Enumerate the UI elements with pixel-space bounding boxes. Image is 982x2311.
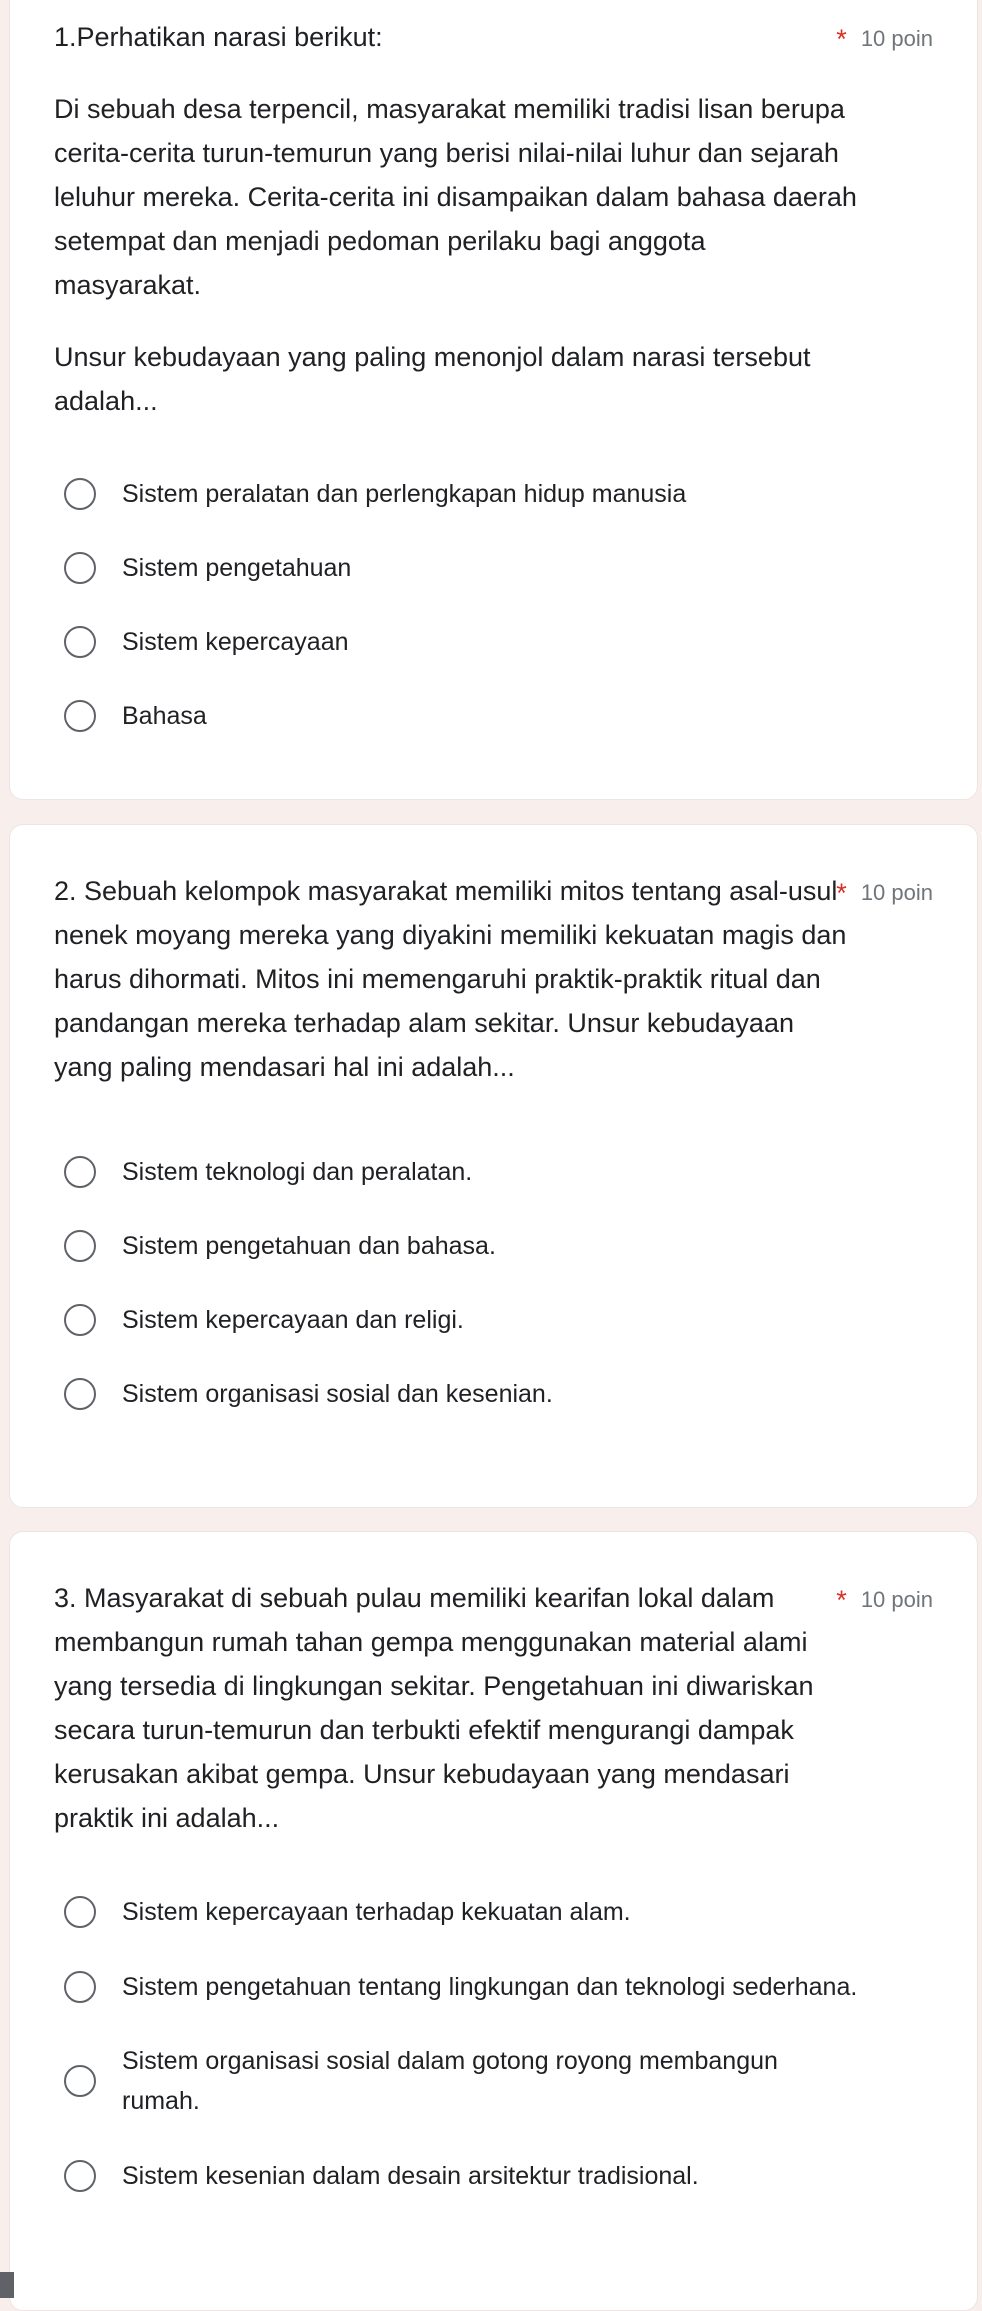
answer-option[interactable] xyxy=(10,1135,977,1209)
option-label: Sistem kepercayaan xyxy=(122,628,349,656)
question-paragraph: Unsur kebudayaan yang paling menonjol dalam narasi tersebut adalah... xyxy=(54,342,811,416)
option-label: Sistem kepercayaan terhadap kekuatan alam. xyxy=(122,1897,631,1926)
answer-option[interactable] xyxy=(10,605,977,679)
answer-options xyxy=(10,457,977,753)
question-meta xyxy=(836,871,933,915)
required-asterisk: * xyxy=(836,24,847,54)
required-asterisk: * xyxy=(836,1585,847,1615)
option-label: Sistem organisasi sosial dan kesenian. xyxy=(122,1380,553,1408)
option-label: Sistem kesenian dalam desain arsitektur tradisional. xyxy=(122,2161,699,2190)
question-header xyxy=(10,869,977,1089)
radio-button[interactable] xyxy=(64,626,96,658)
answer-option[interactable] xyxy=(10,1949,977,2024)
radio-button[interactable] xyxy=(64,1896,96,1928)
answer-option[interactable] xyxy=(10,1283,977,1357)
question-meta xyxy=(836,17,933,61)
option-label: Sistem pengetahuan dan bahasa. xyxy=(122,1232,496,1260)
answer-option[interactable] xyxy=(10,1357,977,1431)
question-paragraph: Di sebuah desa terpencil, masyarakat memiliki tradisi lisan berupa cerita-cerita turun-temurun yang berisi nilai-nilai luhur dan sejarah leluhur mereka. Cerita-cerita ini disampaikan dalam bahasa daerah setempat dan menjadi pedoman perilaku bagi anggota masyarakat. xyxy=(54,94,857,300)
radio-button[interactable] xyxy=(64,1304,96,1336)
scroll-edge-marker xyxy=(0,2272,14,2298)
option-label: Sistem pengetahuan xyxy=(122,554,352,582)
answer-option[interactable] xyxy=(10,2138,977,2213)
option-label: Sistem organisasi sosial dalam gotong royong membangun rumah. xyxy=(122,2047,778,2115)
option-label: Bahasa xyxy=(122,702,207,730)
radio-button[interactable] xyxy=(64,2065,96,2097)
answer-options xyxy=(10,1874,977,2213)
question-header xyxy=(10,15,977,59)
points-label: 10 poin xyxy=(860,26,933,51)
radio-button[interactable] xyxy=(64,1378,96,1410)
question-title: 2. Sebuah kelompok masyarakat memiliki mitos tentang asal-usul nenek moyang mereka yang diyakini memiliki kekuatan magis dan harus dihormati. Mitos ini memengaruhi praktik-praktik ritual dan pandangan mereka terhadap alam sekitar. Unsur kebudayaan yang paling mendasari hal ini adalah... xyxy=(54,876,847,1082)
radio-button[interactable] xyxy=(64,478,96,510)
question-title: 1.Perhatikan narasi berikut: xyxy=(54,22,383,52)
answer-option[interactable] xyxy=(10,457,977,531)
radio-button[interactable] xyxy=(64,1230,96,1262)
radio-button[interactable] xyxy=(64,1971,96,2003)
answer-option[interactable] xyxy=(10,2024,977,2138)
question-card-3 xyxy=(9,1531,978,2311)
answer-option[interactable] xyxy=(10,1874,977,1949)
question-card-2 xyxy=(9,824,978,1508)
question-meta xyxy=(836,1578,933,1622)
option-label: Sistem peralatan dan perlengkapan hidup manusia xyxy=(122,480,687,508)
radio-button[interactable] xyxy=(64,700,96,732)
question-card-1 xyxy=(9,0,978,800)
answer-option[interactable] xyxy=(10,1209,977,1283)
required-asterisk: * xyxy=(836,878,847,908)
question-title: 3. Masyarakat di sebuah pulau memiliki kearifan lokal dalam membangun rumah tahan gempa menggunakan material alami yang tersedia di lingkungan sekitar. Pengetahuan ini diwariskan secara turun-temurun dan terbukti efektif mengurangi dampak kerusakan akibat gempa. Unsur kebudayaan yang mendasari praktik ini adalah... xyxy=(54,1583,814,1833)
answer-option[interactable] xyxy=(10,531,977,605)
points-label: 10 poin xyxy=(860,880,933,905)
points-label: 10 poin xyxy=(860,1587,933,1612)
radio-button[interactable] xyxy=(64,1156,96,1188)
option-label: Sistem kepercayaan dan religi. xyxy=(122,1306,464,1334)
answer-option[interactable] xyxy=(10,679,977,753)
question-body xyxy=(10,87,977,423)
radio-button[interactable] xyxy=(64,2160,96,2192)
option-label: Sistem teknologi dan peralatan. xyxy=(122,1158,473,1186)
option-label: Sistem pengetahuan tentang lingkungan dan teknologi sederhana. xyxy=(122,1972,858,2001)
answer-options xyxy=(10,1135,977,1431)
question-header xyxy=(10,1576,977,1840)
radio-button[interactable] xyxy=(64,552,96,584)
